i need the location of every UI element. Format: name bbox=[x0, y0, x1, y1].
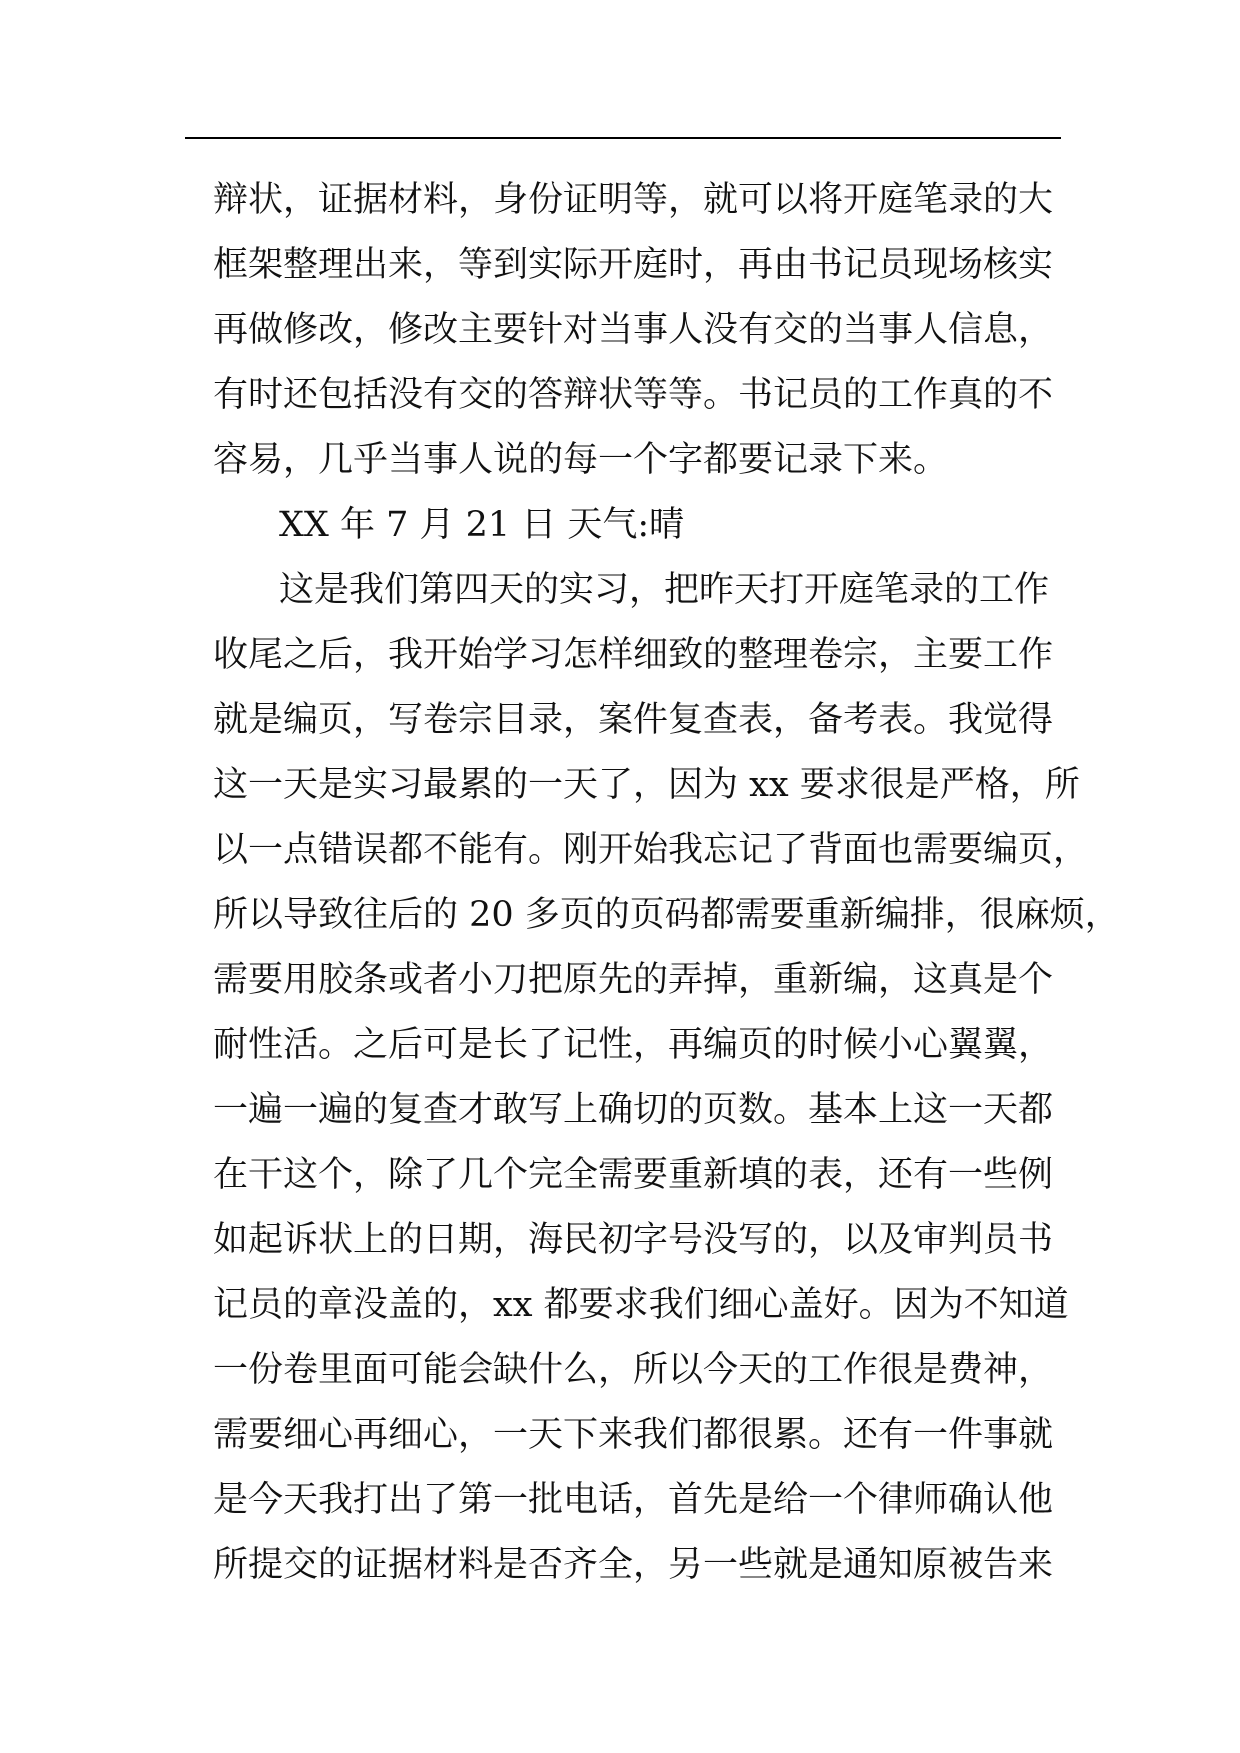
text-line: 所提交的证据材料是否齐全，另一些就是通知原被告来 bbox=[213, 1545, 1054, 1585]
header-rule bbox=[185, 137, 1061, 139]
text-line: 是今天我打出了第一批电话，首先是给一个律师确认他 bbox=[213, 1480, 1054, 1520]
text-line: 记员的章没盖的，xx 都要求我们细心盖好。因为不知道 bbox=[213, 1285, 1069, 1325]
text-line: 容易，几乎当事人说的每一个字都要记录下来。 bbox=[213, 440, 949, 480]
text-line: 收尾之后，我开始学习怎样细致的整理卷宗，主要工作 bbox=[213, 635, 1054, 675]
text-line: 框架整理出来，等到实际开庭时，再由书记员现场核实 bbox=[213, 245, 1054, 285]
text-line: 以一点错误都不能有。刚开始我忘记了背面也需要编页， bbox=[213, 830, 1089, 870]
text-line: 一遍一遍的复查才敢写上确切的页数。基本上这一天都 bbox=[213, 1090, 1054, 1130]
text-line: 有时还包括没有交的答辩状等等。书记员的工作真的不 bbox=[213, 375, 1054, 415]
text-line: 需要用胶条或者小刀把原先的弄掉，重新编，这真是个 bbox=[213, 960, 1054, 1000]
text-line: 一份卷里面可能会缺什么，所以今天的工作很是费神， bbox=[213, 1350, 1054, 1390]
text-line: 需要细心再细心，一天下来我们都很累。还有一件事就 bbox=[213, 1415, 1054, 1455]
text-line: 如起诉状上的日期，海民初字号没写的，以及审判员书 bbox=[213, 1220, 1054, 1260]
text-line: 这一天是实习最累的一天了，因为 xx 要求很是严格，所 bbox=[213, 765, 1080, 805]
text-line: 辩状，证据材料，身份证明等，就可以将开庭笔录的大 bbox=[213, 180, 1054, 220]
paragraph-start-line: 这是我们第四天的实习，把昨天打开庭笔录的工作 bbox=[279, 570, 1050, 610]
text-line: 在干这个，除了几个完全需要重新填的表，还有一些例 bbox=[213, 1155, 1054, 1195]
text-line: 就是编页，写卷宗目录，案件复查表，备考表。我觉得 bbox=[213, 700, 1054, 740]
text-line: 再做修改，修改主要针对当事人没有交的当事人信息， bbox=[213, 310, 1054, 350]
text-line: 耐性活。之后可是长了记性，再编页的时候小心翼翼， bbox=[213, 1025, 1054, 1065]
body-text bbox=[213, 168, 1120, 1598]
date-weather-line: XX 年 7 月 21 日 天气:晴 bbox=[279, 505, 685, 545]
text-line: 所以导致往后的 20 多页的页码都需要重新编排，很麻烦， bbox=[213, 895, 1120, 935]
